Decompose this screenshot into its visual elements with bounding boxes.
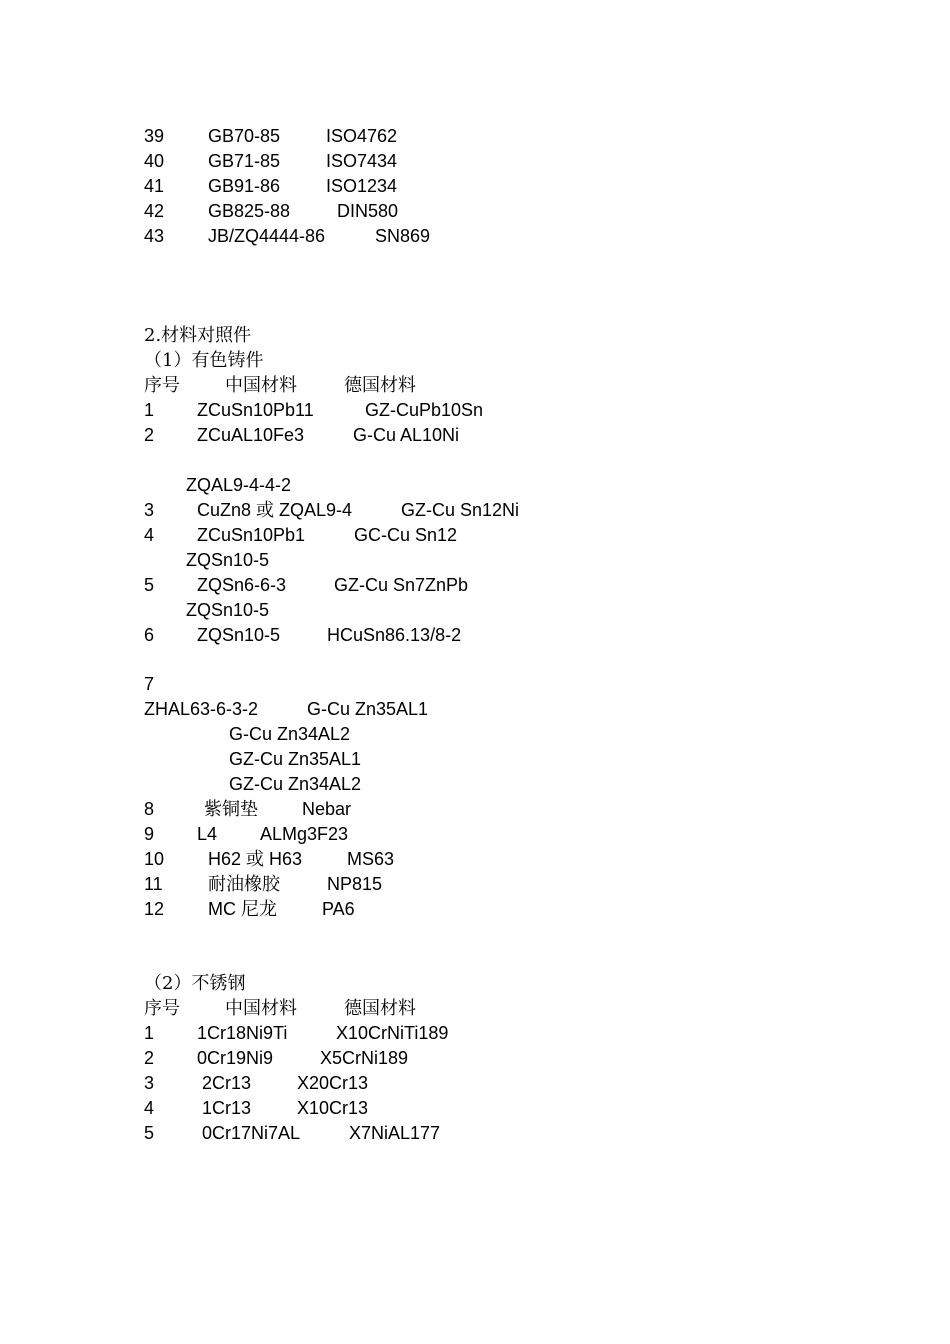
column-header-number: 序号 (144, 998, 180, 1019)
section-heading: 2.材料对照件 (144, 325, 252, 346)
table-row (0, 1121, 950, 1146)
german-material-alt: G-Cu Zn34AL2 (229, 724, 351, 744)
row-number: 1 (144, 1023, 155, 1043)
german-material: X5CrNi189 (320, 1048, 409, 1068)
german-material: Nebar (302, 799, 352, 819)
row-number: 39 (144, 126, 165, 146)
german-material-alt: GZ-Cu Zn35AL1 (229, 749, 362, 769)
list-item (0, 149, 950, 174)
german-material: G-Cu Zn35AL1 (307, 699, 429, 719)
list-item (0, 199, 950, 224)
standard-code-iso: ISO4762 (326, 126, 398, 146)
row-number: 6 (144, 625, 155, 645)
table-row (0, 423, 950, 448)
row-number: 1 (144, 400, 155, 420)
table-row (0, 847, 950, 872)
german-material: GC-Cu Sn12 (354, 525, 458, 545)
chinese-material: 0Cr19Ni9 (197, 1048, 274, 1068)
chinese-material: 紫铜垫 (204, 799, 258, 820)
column-header-number: 序号 (144, 375, 180, 396)
table-row-continuation (0, 598, 950, 623)
row-number: 41 (144, 176, 165, 196)
subsection-title (0, 971, 950, 996)
table-row-continuation (0, 772, 950, 797)
list-item (0, 224, 950, 249)
row-number: 3 (144, 500, 155, 520)
german-material: GZ-Cu Sn7ZnPb (334, 575, 469, 595)
table-row (0, 523, 950, 548)
subsection-title (0, 348, 950, 373)
standard-code-iso: ISO1234 (326, 176, 398, 196)
chinese-material: ZCuAL10Fe3 (197, 425, 305, 445)
german-material: ALMg3F23 (260, 824, 349, 844)
column-header-german-material: 德国材料 (344, 375, 416, 396)
table-row-continuation (0, 747, 950, 772)
table-row (0, 1046, 950, 1071)
column-header-german-material: 德国材料 (344, 998, 416, 1019)
german-material: X20Cr13 (297, 1073, 369, 1093)
standard-code-cn: GB70-85 (208, 126, 281, 146)
chinese-material: 2Cr13 (202, 1073, 252, 1093)
chinese-material-alt: ZQSn10-5 (186, 600, 270, 620)
row-number: 5 (144, 1123, 155, 1143)
chinese-material: 耐油橡胶 (208, 874, 280, 895)
row-number: 12 (144, 899, 165, 919)
german-material: G-Cu AL10Ni (353, 425, 460, 445)
chinese-material: L4 (197, 824, 218, 844)
german-material: HCuSn86.13/8-2 (327, 625, 462, 645)
table-row (0, 623, 950, 648)
table-row (0, 1021, 950, 1046)
table-header (0, 373, 950, 398)
table-row (0, 872, 950, 897)
chinese-material: CuZn8 或 ZQAL9-4 (197, 500, 353, 520)
subsection-heading: （2）不锈钢 (144, 973, 246, 994)
column-header-chinese-material: 中国材料 (225, 998, 297, 1019)
chinese-material: 0Cr17Ni7AL (202, 1123, 301, 1143)
standard-code-iso: ISO7434 (326, 151, 398, 171)
subsection-heading: （1）有色铸件 (144, 350, 264, 371)
chinese-material: ZCuSn10Pb1 (197, 525, 306, 545)
table-row (0, 697, 950, 722)
table-row (0, 573, 950, 598)
row-number: 8 (144, 799, 155, 819)
table-header (0, 996, 950, 1021)
table-row (0, 1071, 950, 1096)
german-material: X7NiAL177 (349, 1123, 441, 1143)
standard-code-cn: GB825-88 (208, 201, 291, 221)
table-row-continuation (0, 722, 950, 747)
row-number: 10 (144, 849, 165, 869)
table-row (0, 398, 950, 423)
row-number: 3 (144, 1073, 155, 1093)
chinese-material: H62 或 H63 (208, 849, 303, 869)
row-number: 2 (144, 425, 155, 445)
row-number: 9 (144, 824, 155, 844)
chinese-material: 1Cr18Ni9Ti (197, 1023, 288, 1043)
table-row (0, 797, 950, 822)
german-material-alt: GZ-Cu Zn34AL2 (229, 774, 362, 794)
chinese-material: ZCuSn10Pb11 (197, 400, 314, 420)
german-material: GZ-CuPb10Sn (365, 400, 484, 420)
section-title (0, 323, 950, 348)
list-item (0, 174, 950, 199)
table-row (0, 822, 950, 847)
chinese-material-alt: ZQSn10-5 (186, 550, 270, 570)
chinese-material: ZHAL63-6-3-2 (144, 699, 259, 719)
row-number: 4 (144, 525, 155, 545)
standard-code-cn: GB91-86 (208, 176, 281, 196)
standard-code-cn: JB/ZQ4444-86 (208, 226, 326, 246)
german-material: NP815 (327, 874, 383, 894)
chinese-material-alt: ZQAL9-4-4-2 (186, 475, 292, 495)
column-header-chinese-material: 中国材料 (225, 375, 297, 396)
table-row (0, 1096, 950, 1121)
row-number: 2 (144, 1048, 155, 1068)
table-row-continuation (0, 548, 950, 573)
standard-code-cn: GB71-85 (208, 151, 281, 171)
table-row (0, 498, 950, 523)
row-number: 5 (144, 575, 155, 595)
row-number: 11 (144, 874, 163, 894)
chinese-material: MC 尼龙 (208, 899, 277, 919)
row-number: 7 (144, 674, 155, 694)
row-number: 42 (144, 201, 165, 221)
standard-code-din: DIN580 (337, 201, 399, 221)
german-material: GZ-Cu Sn12Ni (401, 500, 520, 520)
list-item (0, 124, 950, 149)
table-row (0, 897, 950, 922)
chinese-material: 1Cr13 (202, 1098, 252, 1118)
table-row-continuation (0, 473, 950, 498)
row-number: 43 (144, 226, 165, 246)
chinese-material: ZQSn10-5 (197, 625, 281, 645)
german-material: MS63 (347, 849, 395, 869)
german-material: PA6 (322, 899, 355, 919)
german-material: X10Cr13 (297, 1098, 369, 1118)
row-number: 40 (144, 151, 165, 171)
standard-code-sn: SN869 (375, 226, 431, 246)
row-number: 4 (144, 1098, 155, 1118)
table-row-number-line (0, 672, 950, 697)
german-material: X10CrNiTi189 (336, 1023, 449, 1043)
chinese-material: ZQSn6-6-3 (197, 575, 287, 595)
